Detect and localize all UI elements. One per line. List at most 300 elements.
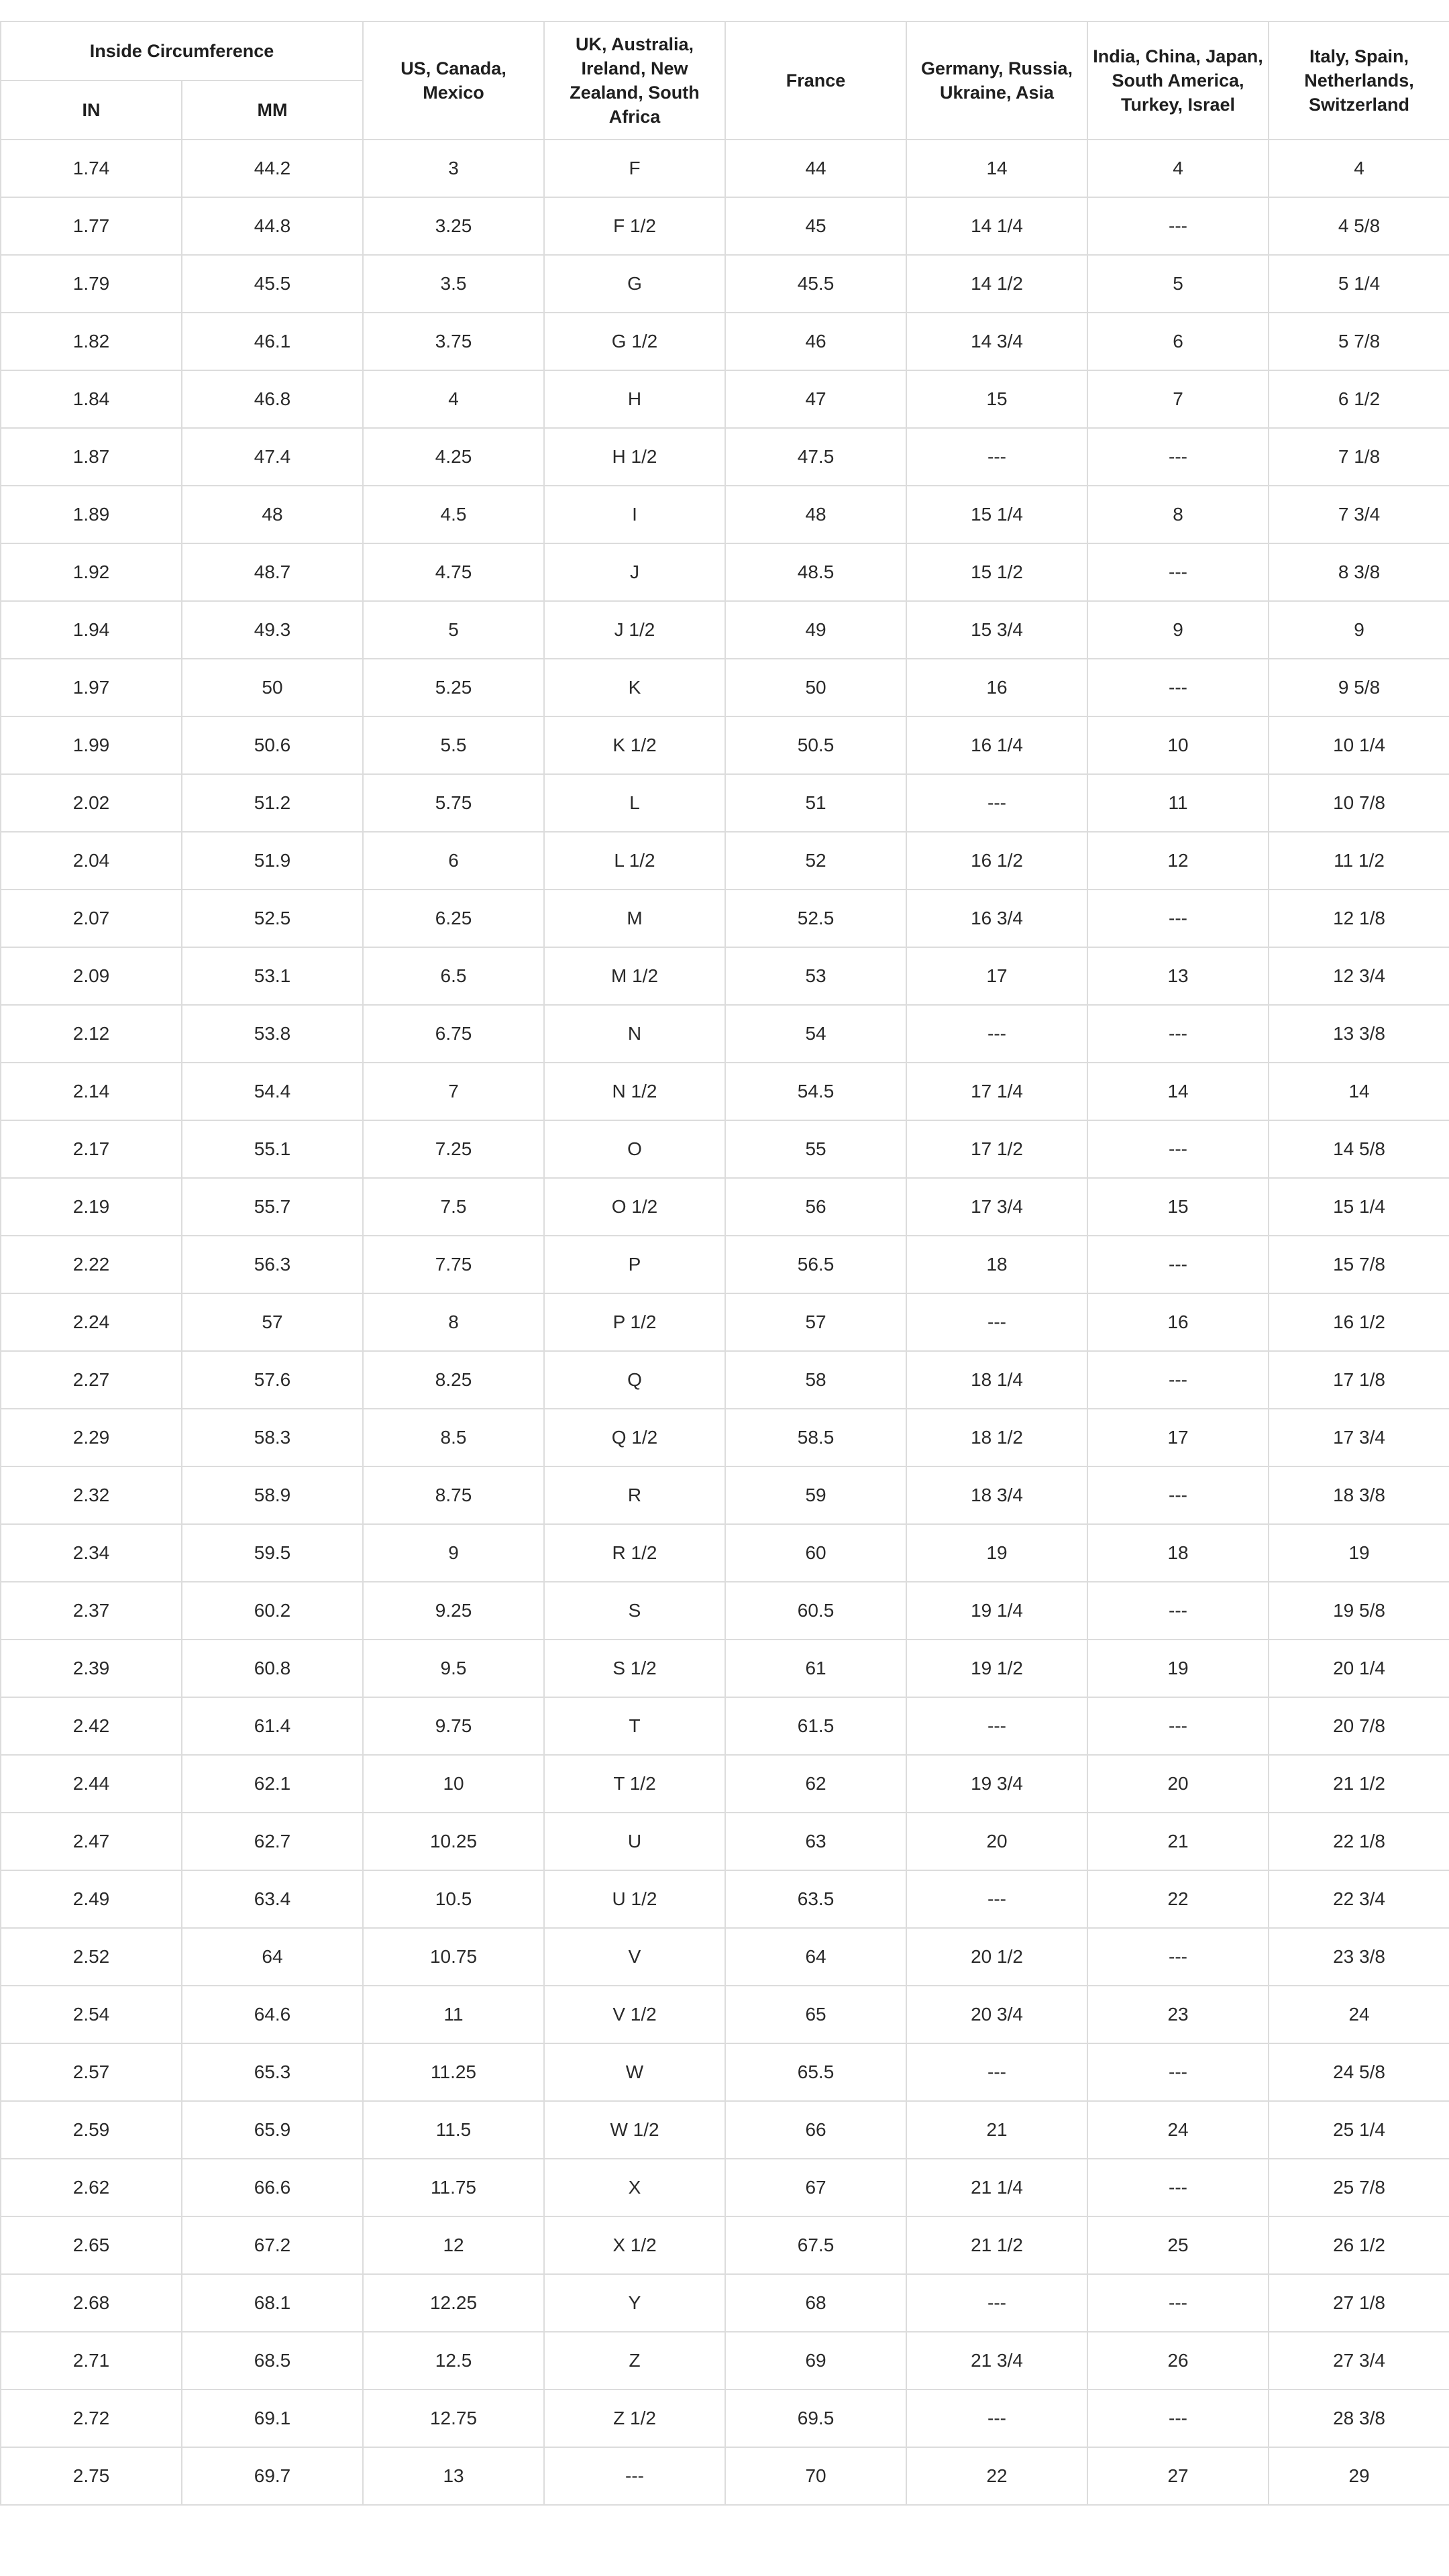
table-row bbox=[1, 2447, 1449, 2505]
cell-uk: O 1/2 bbox=[544, 1178, 725, 1236]
cell-mm: 60.8 bbox=[182, 1640, 363, 1697]
cell-uk: K bbox=[544, 659, 725, 716]
cell-uk: J bbox=[544, 543, 725, 601]
cell-in: 2.72 bbox=[1, 2390, 182, 2447]
cell-germany: 20 bbox=[906, 1813, 1087, 1870]
cell-italy: 4 bbox=[1269, 140, 1449, 197]
cell-mm: 68.5 bbox=[182, 2332, 363, 2390]
cell-mm: 69.1 bbox=[182, 2390, 363, 2447]
table-row bbox=[1, 1640, 1449, 1697]
cell-india: 20 bbox=[1087, 1755, 1269, 1813]
table-row bbox=[1, 1005, 1449, 1063]
cell-italy: 8 3/8 bbox=[1269, 543, 1449, 601]
cell-india: 26 bbox=[1087, 2332, 1269, 2390]
cell-us: 11.5 bbox=[363, 2101, 544, 2159]
cell-france: 45 bbox=[725, 197, 906, 255]
cell-italy: 24 5/8 bbox=[1269, 2043, 1449, 2101]
table-row bbox=[1, 1120, 1449, 1178]
cell-in: 2.39 bbox=[1, 1640, 182, 1697]
cell-mm: 52.5 bbox=[182, 890, 363, 947]
cell-us: 12.5 bbox=[363, 2332, 544, 2390]
cell-india: --- bbox=[1087, 1697, 1269, 1755]
table-row bbox=[1, 601, 1449, 659]
cell-us: 12.25 bbox=[363, 2274, 544, 2332]
cell-france: 47 bbox=[725, 370, 906, 428]
cell-germany: 15 1/4 bbox=[906, 486, 1087, 543]
cell-us: 9.5 bbox=[363, 1640, 544, 1697]
cell-india: --- bbox=[1087, 2390, 1269, 2447]
cell-india: 15 bbox=[1087, 1178, 1269, 1236]
table-row bbox=[1, 255, 1449, 313]
cell-uk: U 1/2 bbox=[544, 1870, 725, 1928]
cell-germany: 14 bbox=[906, 140, 1087, 197]
cell-uk: V 1/2 bbox=[544, 1986, 725, 2043]
header-us-canada-mexico: US, Canada, Mexico bbox=[363, 21, 544, 140]
cell-mm: 65.9 bbox=[182, 2101, 363, 2159]
cell-italy: 10 1/4 bbox=[1269, 716, 1449, 774]
cell-mm: 67.2 bbox=[182, 2216, 363, 2274]
cell-india: 19 bbox=[1087, 1640, 1269, 1697]
cell-france: 49 bbox=[725, 601, 906, 659]
cell-uk: G bbox=[544, 255, 725, 313]
cell-uk: S bbox=[544, 1582, 725, 1640]
cell-italy: 17 1/8 bbox=[1269, 1351, 1449, 1409]
cell-india: --- bbox=[1087, 197, 1269, 255]
cell-in: 2.27 bbox=[1, 1351, 182, 1409]
cell-italy: 18 3/8 bbox=[1269, 1466, 1449, 1524]
table-row bbox=[1, 1063, 1449, 1120]
cell-italy: 6 1/2 bbox=[1269, 370, 1449, 428]
cell-in: 2.49 bbox=[1, 1870, 182, 1928]
cell-us: 10.25 bbox=[363, 1813, 544, 1870]
cell-in: 1.82 bbox=[1, 313, 182, 370]
cell-italy: 26 1/2 bbox=[1269, 2216, 1449, 2274]
cell-india: --- bbox=[1087, 890, 1269, 947]
table-row bbox=[1, 1293, 1449, 1351]
cell-france: 48.5 bbox=[725, 543, 906, 601]
header-mm: MM bbox=[182, 80, 363, 140]
cell-us: 3.75 bbox=[363, 313, 544, 370]
cell-france: 59 bbox=[725, 1466, 906, 1524]
cell-us: 7.75 bbox=[363, 1236, 544, 1293]
table-row bbox=[1, 2043, 1449, 2101]
cell-in: 1.92 bbox=[1, 543, 182, 601]
cell-italy: 7 1/8 bbox=[1269, 428, 1449, 486]
cell-us: 3.5 bbox=[363, 255, 544, 313]
cell-germany: 16 1/4 bbox=[906, 716, 1087, 774]
cell-us: 7.5 bbox=[363, 1178, 544, 1236]
cell-italy: 15 1/4 bbox=[1269, 1178, 1449, 1236]
cell-in: 1.99 bbox=[1, 716, 182, 774]
cell-us: 4.75 bbox=[363, 543, 544, 601]
cell-uk: L 1/2 bbox=[544, 832, 725, 890]
table-row bbox=[1, 313, 1449, 370]
cell-italy: 14 bbox=[1269, 1063, 1449, 1120]
cell-in: 2.57 bbox=[1, 2043, 182, 2101]
cell-in: 2.09 bbox=[1, 947, 182, 1005]
cell-italy: 24 bbox=[1269, 1986, 1449, 2043]
cell-germany: 14 3/4 bbox=[906, 313, 1087, 370]
cell-uk: V bbox=[544, 1928, 725, 1986]
cell-france: 48 bbox=[725, 486, 906, 543]
cell-uk: Z 1/2 bbox=[544, 2390, 725, 2447]
cell-in: 1.89 bbox=[1, 486, 182, 543]
cell-italy: 10 7/8 bbox=[1269, 774, 1449, 832]
cell-uk: Q bbox=[544, 1351, 725, 1409]
cell-france: 69.5 bbox=[725, 2390, 906, 2447]
cell-mm: 62.1 bbox=[182, 1755, 363, 1813]
cell-mm: 65.3 bbox=[182, 2043, 363, 2101]
cell-us: 12.75 bbox=[363, 2390, 544, 2447]
cell-uk: J 1/2 bbox=[544, 601, 725, 659]
cell-india: --- bbox=[1087, 2274, 1269, 2332]
cell-us: 11.25 bbox=[363, 2043, 544, 2101]
cell-in: 2.37 bbox=[1, 1582, 182, 1640]
cell-france: 61 bbox=[725, 1640, 906, 1697]
cell-mm: 51.9 bbox=[182, 832, 363, 890]
cell-in: 2.29 bbox=[1, 1409, 182, 1466]
cell-germany: 16 3/4 bbox=[906, 890, 1087, 947]
cell-germany: 19 bbox=[906, 1524, 1087, 1582]
cell-india: 10 bbox=[1087, 716, 1269, 774]
cell-mm: 55.1 bbox=[182, 1120, 363, 1178]
cell-mm: 46.8 bbox=[182, 370, 363, 428]
cell-italy: 20 1/4 bbox=[1269, 1640, 1449, 1697]
table-row bbox=[1, 1236, 1449, 1293]
cell-in: 2.34 bbox=[1, 1524, 182, 1582]
cell-germany: 15 3/4 bbox=[906, 601, 1087, 659]
cell-mm: 48.7 bbox=[182, 543, 363, 601]
table-row bbox=[1, 543, 1449, 601]
table-row bbox=[1, 370, 1449, 428]
cell-uk: F 1/2 bbox=[544, 197, 725, 255]
cell-germany: 22 bbox=[906, 2447, 1087, 2505]
cell-france: 67.5 bbox=[725, 2216, 906, 2274]
header-uk-australia: UK, Australia, Ireland, New Zealand, South Africa bbox=[544, 21, 725, 140]
table-row bbox=[1, 2159, 1449, 2216]
cell-france: 58 bbox=[725, 1351, 906, 1409]
cell-italy: 25 7/8 bbox=[1269, 2159, 1449, 2216]
table-row bbox=[1, 428, 1449, 486]
cell-uk: X bbox=[544, 2159, 725, 2216]
table-body bbox=[1, 140, 1449, 2505]
cell-mm: 64.6 bbox=[182, 1986, 363, 2043]
cell-uk: Q 1/2 bbox=[544, 1409, 725, 1466]
table-row bbox=[1, 659, 1449, 716]
cell-france: 45.5 bbox=[725, 255, 906, 313]
cell-us: 4.25 bbox=[363, 428, 544, 486]
cell-italy: 22 1/8 bbox=[1269, 1813, 1449, 1870]
cell-in: 1.94 bbox=[1, 601, 182, 659]
cell-in: 1.77 bbox=[1, 197, 182, 255]
table-row bbox=[1, 486, 1449, 543]
cell-germany: 20 1/2 bbox=[906, 1928, 1087, 1986]
cell-uk: U bbox=[544, 1813, 725, 1870]
table-row bbox=[1, 1813, 1449, 1870]
cell-in: 2.12 bbox=[1, 1005, 182, 1063]
cell-in: 2.24 bbox=[1, 1293, 182, 1351]
cell-france: 52 bbox=[725, 832, 906, 890]
cell-germany: 16 1/2 bbox=[906, 832, 1087, 890]
cell-germany: 19 3/4 bbox=[906, 1755, 1087, 1813]
table-row bbox=[1, 1178, 1449, 1236]
cell-italy: 19 bbox=[1269, 1524, 1449, 1582]
cell-india: --- bbox=[1087, 1351, 1269, 1409]
cell-france: 57 bbox=[725, 1293, 906, 1351]
header-germany-russia: Germany, Russia, Ukraine, Asia bbox=[906, 21, 1087, 140]
cell-germany: --- bbox=[906, 1697, 1087, 1755]
cell-in: 2.65 bbox=[1, 2216, 182, 2274]
cell-italy: 20 7/8 bbox=[1269, 1697, 1449, 1755]
table-row bbox=[1, 832, 1449, 890]
cell-mm: 46.1 bbox=[182, 313, 363, 370]
cell-france: 64 bbox=[725, 1928, 906, 1986]
cell-mm: 50.6 bbox=[182, 716, 363, 774]
cell-italy: 9 5/8 bbox=[1269, 659, 1449, 716]
cell-france: 52.5 bbox=[725, 890, 906, 947]
table-row bbox=[1, 1409, 1449, 1466]
table-row bbox=[1, 1986, 1449, 2043]
cell-uk: F bbox=[544, 140, 725, 197]
cell-india: 12 bbox=[1087, 832, 1269, 890]
cell-mm: 57 bbox=[182, 1293, 363, 1351]
cell-italy: 21 1/2 bbox=[1269, 1755, 1449, 1813]
cell-uk: L bbox=[544, 774, 725, 832]
cell-italy: 15 7/8 bbox=[1269, 1236, 1449, 1293]
cell-india: 17 bbox=[1087, 1409, 1269, 1466]
cell-france: 50 bbox=[725, 659, 906, 716]
cell-france: 56 bbox=[725, 1178, 906, 1236]
cell-us: 8 bbox=[363, 1293, 544, 1351]
table-row bbox=[1, 2101, 1449, 2159]
cell-italy: 27 3/4 bbox=[1269, 2332, 1449, 2390]
cell-italy: 14 5/8 bbox=[1269, 1120, 1449, 1178]
table-header bbox=[1, 21, 1449, 140]
cell-in: 2.44 bbox=[1, 1755, 182, 1813]
cell-india: 16 bbox=[1087, 1293, 1269, 1351]
cell-in: 2.17 bbox=[1, 1120, 182, 1178]
cell-germany: 19 1/4 bbox=[906, 1582, 1087, 1640]
cell-germany: 15 1/2 bbox=[906, 543, 1087, 601]
cell-germany: --- bbox=[906, 428, 1087, 486]
cell-uk: Z bbox=[544, 2332, 725, 2390]
cell-india: --- bbox=[1087, 1236, 1269, 1293]
cell-germany: 16 bbox=[906, 659, 1087, 716]
cell-mm: 55.7 bbox=[182, 1178, 363, 1236]
table-row bbox=[1, 716, 1449, 774]
cell-uk: G 1/2 bbox=[544, 313, 725, 370]
cell-uk: T bbox=[544, 1697, 725, 1755]
cell-italy: 11 1/2 bbox=[1269, 832, 1449, 890]
cell-india: --- bbox=[1087, 659, 1269, 716]
cell-us: 13 bbox=[363, 2447, 544, 2505]
table-row bbox=[1, 1466, 1449, 1524]
table-row bbox=[1, 1928, 1449, 1986]
cell-us: 7 bbox=[363, 1063, 544, 1120]
cell-mm: 51.2 bbox=[182, 774, 363, 832]
cell-uk: H bbox=[544, 370, 725, 428]
cell-in: 2.19 bbox=[1, 1178, 182, 1236]
cell-india: --- bbox=[1087, 543, 1269, 601]
cell-mm: 44.2 bbox=[182, 140, 363, 197]
cell-india: 7 bbox=[1087, 370, 1269, 428]
cell-india: --- bbox=[1087, 2159, 1269, 2216]
ring-size-table-container bbox=[0, 21, 1449, 2506]
table-row bbox=[1, 1697, 1449, 1755]
table-row bbox=[1, 197, 1449, 255]
cell-india: --- bbox=[1087, 1582, 1269, 1640]
cell-germany: --- bbox=[906, 1005, 1087, 1063]
cell-in: 2.59 bbox=[1, 2101, 182, 2159]
cell-germany: --- bbox=[906, 2390, 1087, 2447]
cell-uk: I bbox=[544, 486, 725, 543]
cell-us: 8.5 bbox=[363, 1409, 544, 1466]
cell-italy: 12 3/4 bbox=[1269, 947, 1449, 1005]
cell-india: --- bbox=[1087, 1120, 1269, 1178]
cell-us: 6.75 bbox=[363, 1005, 544, 1063]
cell-germany: 14 1/4 bbox=[906, 197, 1087, 255]
cell-italy: 13 3/8 bbox=[1269, 1005, 1449, 1063]
cell-us: 12 bbox=[363, 2216, 544, 2274]
cell-france: 65.5 bbox=[725, 2043, 906, 2101]
cell-uk: M bbox=[544, 890, 725, 947]
cell-us: 3 bbox=[363, 140, 544, 197]
cell-mm: 53.8 bbox=[182, 1005, 363, 1063]
cell-india: 13 bbox=[1087, 947, 1269, 1005]
cell-germany: 17 1/2 bbox=[906, 1120, 1087, 1178]
cell-uk: H 1/2 bbox=[544, 428, 725, 486]
cell-france: 62 bbox=[725, 1755, 906, 1813]
cell-uk: N bbox=[544, 1005, 725, 1063]
cell-italy: 22 3/4 bbox=[1269, 1870, 1449, 1928]
cell-france: 54 bbox=[725, 1005, 906, 1063]
cell-us: 8.75 bbox=[363, 1466, 544, 1524]
cell-india: 8 bbox=[1087, 486, 1269, 543]
header-row-top bbox=[1, 21, 1449, 80]
cell-mm: 56.3 bbox=[182, 1236, 363, 1293]
cell-france: 44 bbox=[725, 140, 906, 197]
cell-india: 11 bbox=[1087, 774, 1269, 832]
cell-india: 25 bbox=[1087, 2216, 1269, 2274]
table-row bbox=[1, 890, 1449, 947]
cell-france: 66 bbox=[725, 2101, 906, 2159]
header-inside-circumference: Inside Circumference bbox=[1, 21, 363, 80]
cell-germany: 21 1/4 bbox=[906, 2159, 1087, 2216]
cell-france: 67 bbox=[725, 2159, 906, 2216]
cell-italy: 17 3/4 bbox=[1269, 1409, 1449, 1466]
cell-uk: P 1/2 bbox=[544, 1293, 725, 1351]
header-india-china-japan: India, China, Japan, South America, Turkey, Israel bbox=[1087, 21, 1269, 140]
cell-uk: M 1/2 bbox=[544, 947, 725, 1005]
cell-us: 8.25 bbox=[363, 1351, 544, 1409]
cell-mm: 60.2 bbox=[182, 1582, 363, 1640]
cell-india: 27 bbox=[1087, 2447, 1269, 2505]
cell-india: 9 bbox=[1087, 601, 1269, 659]
table-row bbox=[1, 1582, 1449, 1640]
cell-us: 4 bbox=[363, 370, 544, 428]
cell-mm: 68.1 bbox=[182, 2274, 363, 2332]
cell-mm: 44.8 bbox=[182, 197, 363, 255]
cell-france: 56.5 bbox=[725, 1236, 906, 1293]
cell-us: 5.75 bbox=[363, 774, 544, 832]
cell-italy: 23 3/8 bbox=[1269, 1928, 1449, 1986]
cell-uk: P bbox=[544, 1236, 725, 1293]
cell-uk: S 1/2 bbox=[544, 1640, 725, 1697]
cell-france: 55 bbox=[725, 1120, 906, 1178]
cell-india: 14 bbox=[1087, 1063, 1269, 1120]
cell-germany: --- bbox=[906, 774, 1087, 832]
cell-in: 1.87 bbox=[1, 428, 182, 486]
table-row bbox=[1, 2332, 1449, 2390]
cell-mm: 59.5 bbox=[182, 1524, 363, 1582]
cell-us: 5 bbox=[363, 601, 544, 659]
cell-uk: R bbox=[544, 1466, 725, 1524]
cell-uk: K 1/2 bbox=[544, 716, 725, 774]
cell-in: 1.97 bbox=[1, 659, 182, 716]
cell-france: 47.5 bbox=[725, 428, 906, 486]
cell-mm: 69.7 bbox=[182, 2447, 363, 2505]
cell-us: 11 bbox=[363, 1986, 544, 2043]
cell-in: 2.22 bbox=[1, 1236, 182, 1293]
cell-italy: 12 1/8 bbox=[1269, 890, 1449, 947]
cell-mm: 47.4 bbox=[182, 428, 363, 486]
cell-mm: 53.1 bbox=[182, 947, 363, 1005]
cell-germany: --- bbox=[906, 2274, 1087, 2332]
cell-uk: --- bbox=[544, 2447, 725, 2505]
table-row bbox=[1, 140, 1449, 197]
cell-france: 65 bbox=[725, 1986, 906, 2043]
cell-germany: 18 1/2 bbox=[906, 1409, 1087, 1466]
cell-in: 2.68 bbox=[1, 2274, 182, 2332]
cell-italy: 5 7/8 bbox=[1269, 313, 1449, 370]
cell-india: --- bbox=[1087, 2043, 1269, 2101]
cell-mm: 49.3 bbox=[182, 601, 363, 659]
cell-germany: --- bbox=[906, 2043, 1087, 2101]
cell-mm: 58.9 bbox=[182, 1466, 363, 1524]
cell-india: 18 bbox=[1087, 1524, 1269, 1582]
cell-mm: 66.6 bbox=[182, 2159, 363, 2216]
cell-germany: 17 3/4 bbox=[906, 1178, 1087, 1236]
cell-mm: 57.6 bbox=[182, 1351, 363, 1409]
cell-mm: 54.4 bbox=[182, 1063, 363, 1120]
cell-germany: 21 1/2 bbox=[906, 2216, 1087, 2274]
table-row bbox=[1, 2216, 1449, 2274]
table-row bbox=[1, 2390, 1449, 2447]
cell-us: 11.75 bbox=[363, 2159, 544, 2216]
cell-in: 1.84 bbox=[1, 370, 182, 428]
cell-france: 60 bbox=[725, 1524, 906, 1582]
cell-us: 6.25 bbox=[363, 890, 544, 947]
cell-us: 10 bbox=[363, 1755, 544, 1813]
table-row bbox=[1, 774, 1449, 832]
table-row bbox=[1, 1351, 1449, 1409]
cell-us: 10.5 bbox=[363, 1870, 544, 1928]
cell-italy: 19 5/8 bbox=[1269, 1582, 1449, 1640]
cell-india: --- bbox=[1087, 1928, 1269, 1986]
cell-italy: 27 1/8 bbox=[1269, 2274, 1449, 2332]
cell-germany: 21 bbox=[906, 2101, 1087, 2159]
cell-italy: 7 3/4 bbox=[1269, 486, 1449, 543]
cell-us: 4.5 bbox=[363, 486, 544, 543]
cell-germany: 17 1/4 bbox=[906, 1063, 1087, 1120]
cell-us: 10.75 bbox=[363, 1928, 544, 1986]
cell-us: 9 bbox=[363, 1524, 544, 1582]
cell-italy: 4 5/8 bbox=[1269, 197, 1449, 255]
table-row bbox=[1, 1755, 1449, 1813]
cell-in: 2.71 bbox=[1, 2332, 182, 2390]
cell-uk: R 1/2 bbox=[544, 1524, 725, 1582]
header-france: France bbox=[725, 21, 906, 140]
